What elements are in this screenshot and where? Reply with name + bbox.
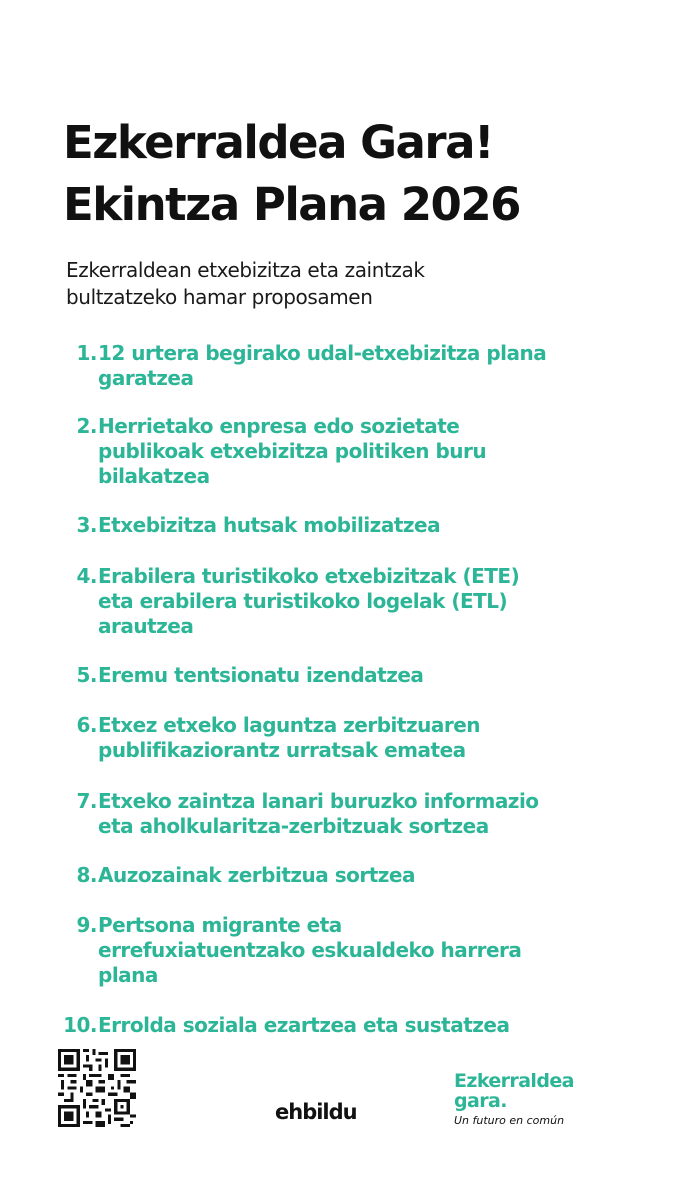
item-number: 7. — [76, 789, 97, 813]
item-line: eta aholkularitza-zerbitzuak sortzea — [98, 814, 489, 838]
item-line: publifikaziorantz urratsak ematea — [98, 738, 466, 762]
item-text — [98, 1013, 658, 1038]
ehbildu-logo: ehbildu — [275, 1100, 357, 1124]
item-number: 1. — [76, 341, 97, 365]
item-line: arautzea — [98, 614, 194, 638]
subtitle-line-2: bultzatzeko hamar proposamen — [66, 285, 373, 309]
item-line: Etxez etxeko laguntza zerbitzuaren — [98, 713, 480, 737]
item-text — [98, 713, 658, 763]
item-line: Auzozainak zerbitzua sortzea — [98, 863, 415, 887]
item-line: Herrietako enpresa edo sozietate — [98, 414, 460, 438]
item-number: 2. — [76, 414, 97, 438]
brand-line-2: gara. — [454, 1090, 507, 1112]
item-line: 12 urtera begirako udal-etxebizitza plana — [98, 341, 547, 365]
item-number: 10. — [63, 1013, 97, 1037]
item-text — [98, 414, 658, 489]
item-text — [98, 913, 658, 988]
item-text — [98, 341, 658, 391]
item-line: plana — [98, 963, 158, 987]
item-text — [98, 663, 658, 688]
title-line-1: Ezkerraldea Gara! — [63, 116, 493, 169]
item-line: Erabilera turistikoko etxebizitzak (ETE) — [98, 564, 520, 588]
item-number: 6. — [76, 713, 97, 737]
item-number: 5. — [76, 663, 97, 687]
item-text — [98, 863, 658, 888]
item-text — [98, 789, 658, 839]
item-line: Pertsona migrante eta — [98, 913, 342, 937]
item-line: Errolda soziala ezartzea eta sustatzea — [98, 1013, 510, 1037]
item-line: Etxebizitza hutsak mobilizatzea — [98, 513, 441, 537]
qr-code-icon[interactable] — [58, 1049, 136, 1127]
item-line: eta erabilera turistikoko logelak (ETL) — [98, 589, 508, 613]
brand-line-1: Ezkerraldea — [454, 1070, 574, 1092]
item-number: 9. — [76, 913, 97, 937]
brand-logo — [454, 1071, 644, 1128]
item-number: 3. — [76, 513, 97, 537]
page-title — [63, 112, 663, 236]
item-line: publikoak etxebizitza politiken buru — [98, 439, 487, 463]
title-line-2: Ekintza Plana 2026 — [63, 178, 520, 231]
item-line: errefuxiatuentzako eskualdeko harrera — [98, 938, 522, 962]
item-text — [98, 564, 658, 639]
item-text — [98, 513, 658, 538]
item-line: bilakatzea — [98, 464, 210, 488]
subtitle — [66, 257, 626, 311]
item-line: garatzea — [98, 366, 194, 390]
item-number: 4. — [76, 564, 97, 588]
item-line: Etxeko zaintza lanari buruzko informazio — [98, 789, 539, 813]
brand-tagline: Un futuro en común — [454, 1114, 565, 1127]
item-line: Eremu tentsionatu izendatzea — [98, 663, 424, 687]
subtitle-line-1: Ezkerraldean etxebizitza eta zaintzak — [66, 258, 425, 282]
item-number: 8. — [76, 863, 97, 887]
